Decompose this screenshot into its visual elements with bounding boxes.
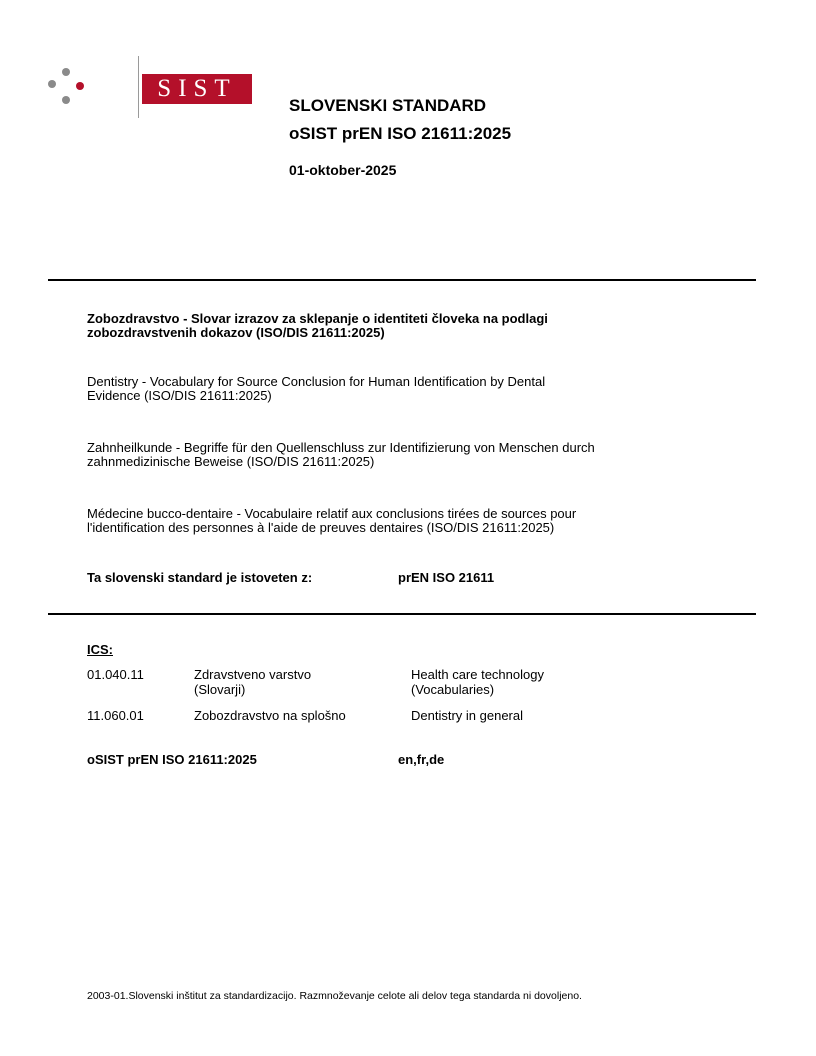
title-english xyxy=(87,375,747,402)
title-line: zobozdravstvenih dokazov (ISO/DIS 21611:2025) xyxy=(87,324,385,340)
ics-slovenian xyxy=(194,667,311,697)
ics-text-line: (Slovarji) xyxy=(194,682,246,697)
identical-label: Ta slovenski standard je istoveten z: xyxy=(87,570,313,585)
title-line: Dentistry - Vocabulary for Source Conclusion for Human Identification by Dental xyxy=(87,374,546,389)
ics-english xyxy=(411,667,544,697)
title-german xyxy=(87,441,747,468)
divider-top xyxy=(48,279,756,281)
logo-dot xyxy=(62,96,70,104)
title-line: Médecine bucco-dentaire - Vocabulaire relatif aux conclusions tirées de sources pour xyxy=(87,506,577,521)
bottom-languages: en,fr,de xyxy=(398,752,445,767)
standard-reference: oSIST prEN ISO 21611:2025 xyxy=(289,124,512,143)
title-line: Zobozdravstvo - Slovar izrazov za sklepanje o identiteti človeka na podlagi xyxy=(87,311,548,326)
divider-bottom xyxy=(48,613,756,615)
sist-logo xyxy=(46,64,237,120)
ics-slovenian: Zobozdravstvo na splošno xyxy=(194,708,346,723)
logo-wordmark: SIST xyxy=(142,74,252,104)
ics-code: 11.060.01 xyxy=(87,708,144,723)
ics-text-line: Health care technology xyxy=(411,667,544,682)
title-french xyxy=(87,507,747,534)
title-line: l'identification des personnes à l'aide de preuves dentaires (ISO/DIS 21611:2025) xyxy=(87,519,555,535)
ics-english: Dentistry in general xyxy=(411,708,523,723)
publication-date: 01-oktober-2025 xyxy=(289,162,397,178)
identical-value: prEN ISO 21611 xyxy=(398,570,495,585)
ics-code: 01.040.11 xyxy=(87,667,144,682)
ics-text-line: Zdravstveno varstvo xyxy=(194,667,312,682)
title-line: Zahnheilkunde - Begriffe für den Quellenschluss zur Identifizierung von Menschen durch xyxy=(87,440,595,455)
title-line: Evidence (ISO/DIS 21611:2025) xyxy=(87,387,272,403)
logo-divider xyxy=(138,56,139,118)
standard-type: SLOVENSKI STANDARD xyxy=(289,96,487,115)
ics-text-line: (Vocabularies) xyxy=(411,682,495,697)
copyright-footer: 2003-01.Slovenski inštitut za standardizacijo. Razmnoževanje celote ali delov tega standarda ni dovoljeno. xyxy=(87,990,582,1002)
bottom-reference: oSIST prEN ISO 21611:2025 xyxy=(87,752,257,767)
logo-dot-red xyxy=(76,82,84,90)
logo-dot xyxy=(48,80,56,88)
identical-to-row xyxy=(87,570,312,585)
title-slovenian xyxy=(87,312,747,339)
title-line: zahnmedizinische Beweise (ISO/DIS 21611:2025) xyxy=(87,453,375,469)
ics-heading: ICS: xyxy=(87,642,113,657)
logo-dot xyxy=(62,68,70,76)
